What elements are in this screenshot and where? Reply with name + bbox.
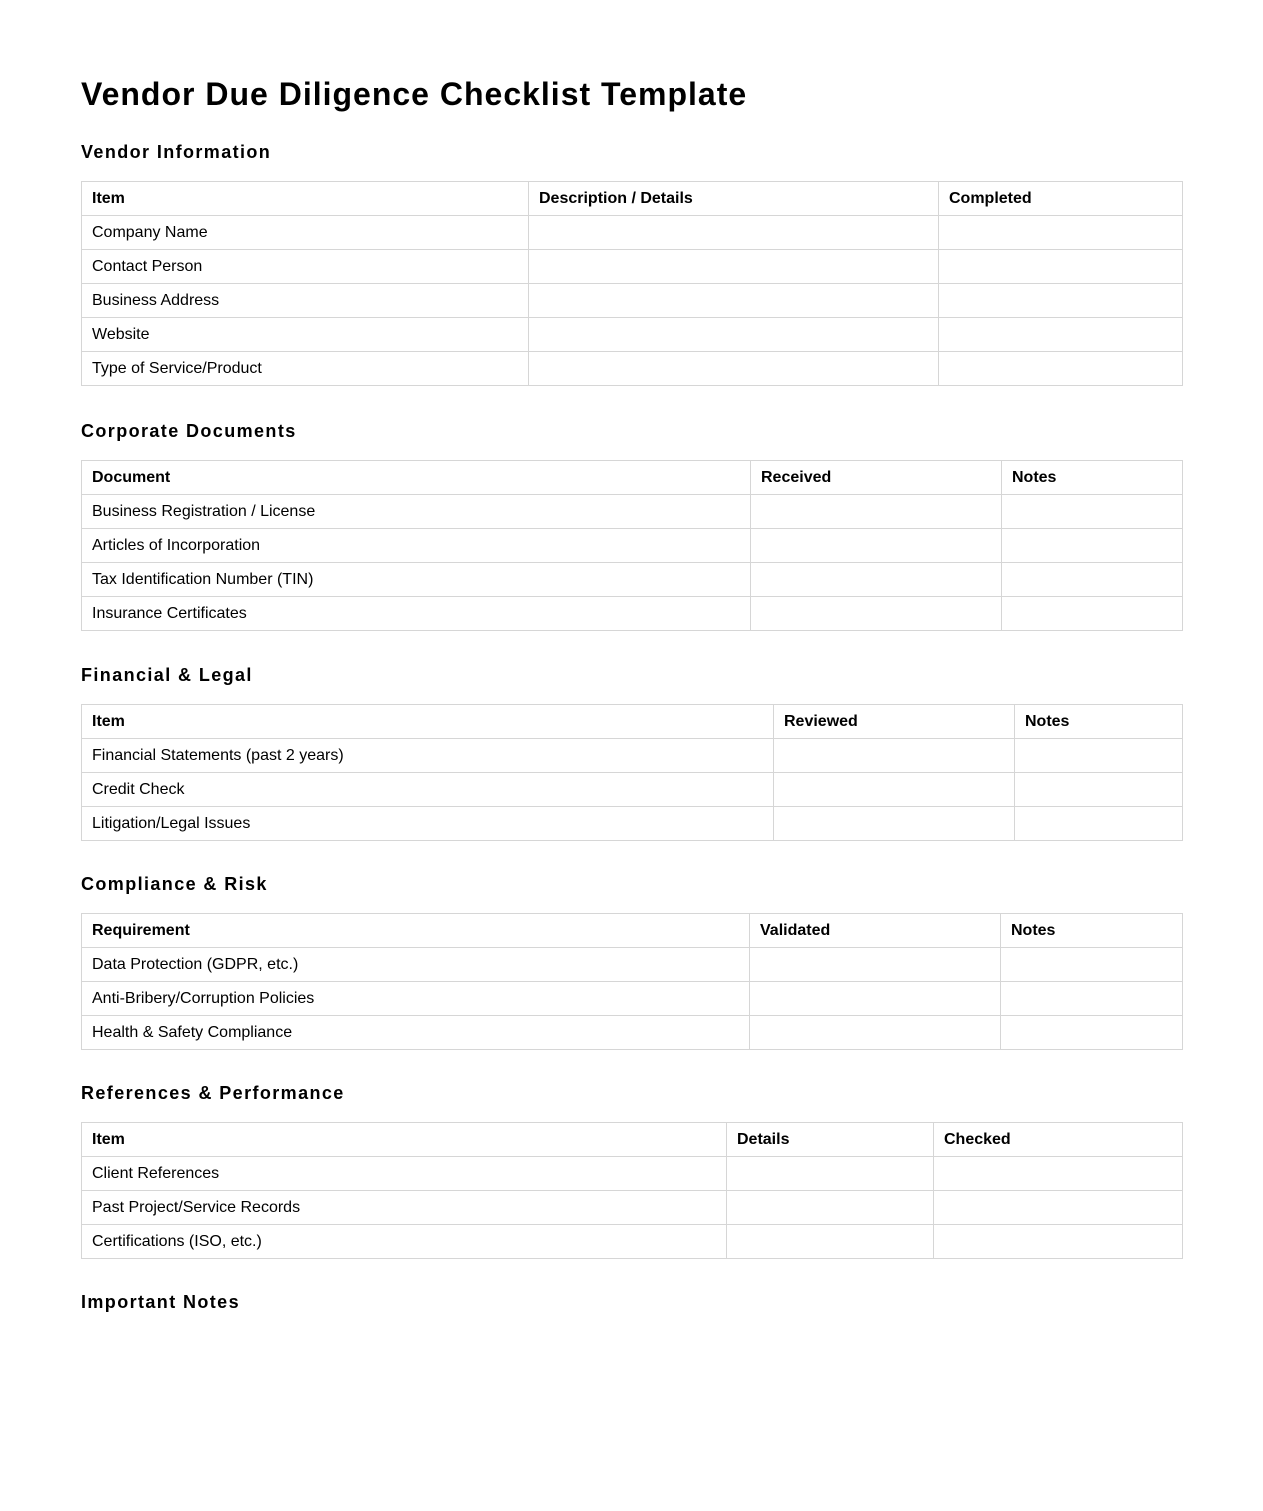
table-row [82, 563, 1183, 597]
reviewed-cell[interactable] [774, 807, 1015, 841]
reviewed-cell[interactable] [774, 773, 1015, 807]
item-label: Certifications (ISO, etc.) [82, 1225, 727, 1259]
item-label: Health & Safety Compliance [82, 1016, 750, 1050]
received-cell[interactable] [751, 529, 1002, 563]
compliance-risk-table [81, 913, 1183, 1050]
table-header-row [82, 705, 1183, 739]
section-heading-compliance-risk: Compliance & Risk [81, 874, 268, 894]
column-header: Notes [1015, 705, 1183, 739]
notes-cell[interactable] [1002, 563, 1183, 597]
corporate-documents-table [81, 460, 1183, 631]
column-header: Checked [934, 1123, 1183, 1157]
notes-cell[interactable] [1015, 773, 1183, 807]
item-label: Company Name [82, 216, 529, 250]
column-header: Validated [750, 914, 1001, 948]
column-header: Document [82, 461, 751, 495]
details-cell[interactable] [529, 284, 939, 318]
table-row [82, 250, 1183, 284]
item-label: Contact Person [82, 250, 529, 284]
notes-cell[interactable] [1002, 529, 1183, 563]
section-heading-corporate-documents: Corporate Documents [81, 421, 297, 441]
table-row [82, 352, 1183, 386]
item-label: Type of Service/Product [82, 352, 529, 386]
column-header: Completed [939, 182, 1183, 216]
column-header: Notes [1002, 461, 1183, 495]
vendor-information-table [81, 181, 1183, 386]
table-row [82, 773, 1183, 807]
column-header: Description / Details [529, 182, 939, 216]
item-label: Financial Statements (past 2 years) [82, 739, 774, 773]
item-label: Insurance Certificates [82, 597, 751, 631]
reviewed-cell[interactable] [774, 739, 1015, 773]
received-cell[interactable] [751, 563, 1002, 597]
table-row [82, 982, 1183, 1016]
item-label: Litigation/Legal Issues [82, 807, 774, 841]
validated-cell[interactable] [750, 948, 1001, 982]
table-row [82, 284, 1183, 318]
details-cell[interactable] [727, 1191, 934, 1225]
completed-cell[interactable] [939, 318, 1183, 352]
completed-cell[interactable] [939, 250, 1183, 284]
received-cell[interactable] [751, 495, 1002, 529]
received-cell[interactable] [751, 597, 1002, 631]
details-cell[interactable] [529, 250, 939, 284]
notes-cell[interactable] [1015, 807, 1183, 841]
column-header: Reviewed [774, 705, 1015, 739]
table-header-row [82, 914, 1183, 948]
validated-cell[interactable] [750, 1016, 1001, 1050]
item-label: Tax Identification Number (TIN) [82, 563, 751, 597]
item-label: Business Registration / License [82, 495, 751, 529]
table-row [82, 597, 1183, 631]
table-row [82, 1016, 1183, 1050]
document-title: Vendor Due Diligence Checklist Template [81, 76, 748, 112]
notes-cell[interactable] [1002, 495, 1183, 529]
section-heading-financial-legal: Financial & Legal [81, 665, 253, 685]
details-cell[interactable] [529, 352, 939, 386]
notes-cell[interactable] [1002, 597, 1183, 631]
table-header-row [82, 1123, 1183, 1157]
checked-cell[interactable] [934, 1191, 1183, 1225]
table-row [82, 216, 1183, 250]
table-row [82, 1157, 1183, 1191]
references-performance-table [81, 1122, 1183, 1259]
column-header: Details [727, 1123, 934, 1157]
section-heading-important-notes: Important Notes [81, 1292, 241, 1312]
item-label: Credit Check [82, 773, 774, 807]
completed-cell[interactable] [939, 216, 1183, 250]
details-cell[interactable] [727, 1225, 934, 1259]
details-cell[interactable] [529, 318, 939, 352]
notes-cell[interactable] [1001, 948, 1183, 982]
table-header-row [82, 182, 1183, 216]
validated-cell[interactable] [750, 982, 1001, 1016]
table-row [82, 807, 1183, 841]
table-row [82, 495, 1183, 529]
section-heading-references-performance: References & Performance [81, 1083, 345, 1103]
item-label: Business Address [82, 284, 529, 318]
table-header-row [82, 461, 1183, 495]
column-header: Item [82, 705, 774, 739]
table-row [82, 1191, 1183, 1225]
item-label: Website [82, 318, 529, 352]
table-row [82, 1225, 1183, 1259]
table-row [82, 739, 1183, 773]
checked-cell[interactable] [934, 1157, 1183, 1191]
notes-cell[interactable] [1001, 1016, 1183, 1050]
section-heading-vendor-information: Vendor Information [81, 142, 272, 162]
table-row [82, 318, 1183, 352]
table-row [82, 529, 1183, 563]
financial-legal-table [81, 704, 1183, 841]
item-label: Anti-Bribery/Corruption Policies [82, 982, 750, 1016]
document-page [81, 0, 1182, 1312]
column-header: Received [751, 461, 1002, 495]
details-cell[interactable] [529, 216, 939, 250]
column-header: Requirement [82, 914, 750, 948]
item-label: Client References [82, 1157, 727, 1191]
notes-cell[interactable] [1001, 982, 1183, 1016]
checked-cell[interactable] [934, 1225, 1183, 1259]
details-cell[interactable] [727, 1157, 934, 1191]
item-label: Articles of Incorporation [82, 529, 751, 563]
completed-cell[interactable] [939, 284, 1183, 318]
column-header: Item [82, 182, 529, 216]
column-header: Notes [1001, 914, 1183, 948]
completed-cell[interactable] [939, 352, 1183, 386]
item-label: Data Protection (GDPR, etc.) [82, 948, 750, 982]
item-label: Past Project/Service Records [82, 1191, 727, 1225]
column-header: Item [82, 1123, 727, 1157]
notes-cell[interactable] [1015, 739, 1183, 773]
table-row [82, 948, 1183, 982]
